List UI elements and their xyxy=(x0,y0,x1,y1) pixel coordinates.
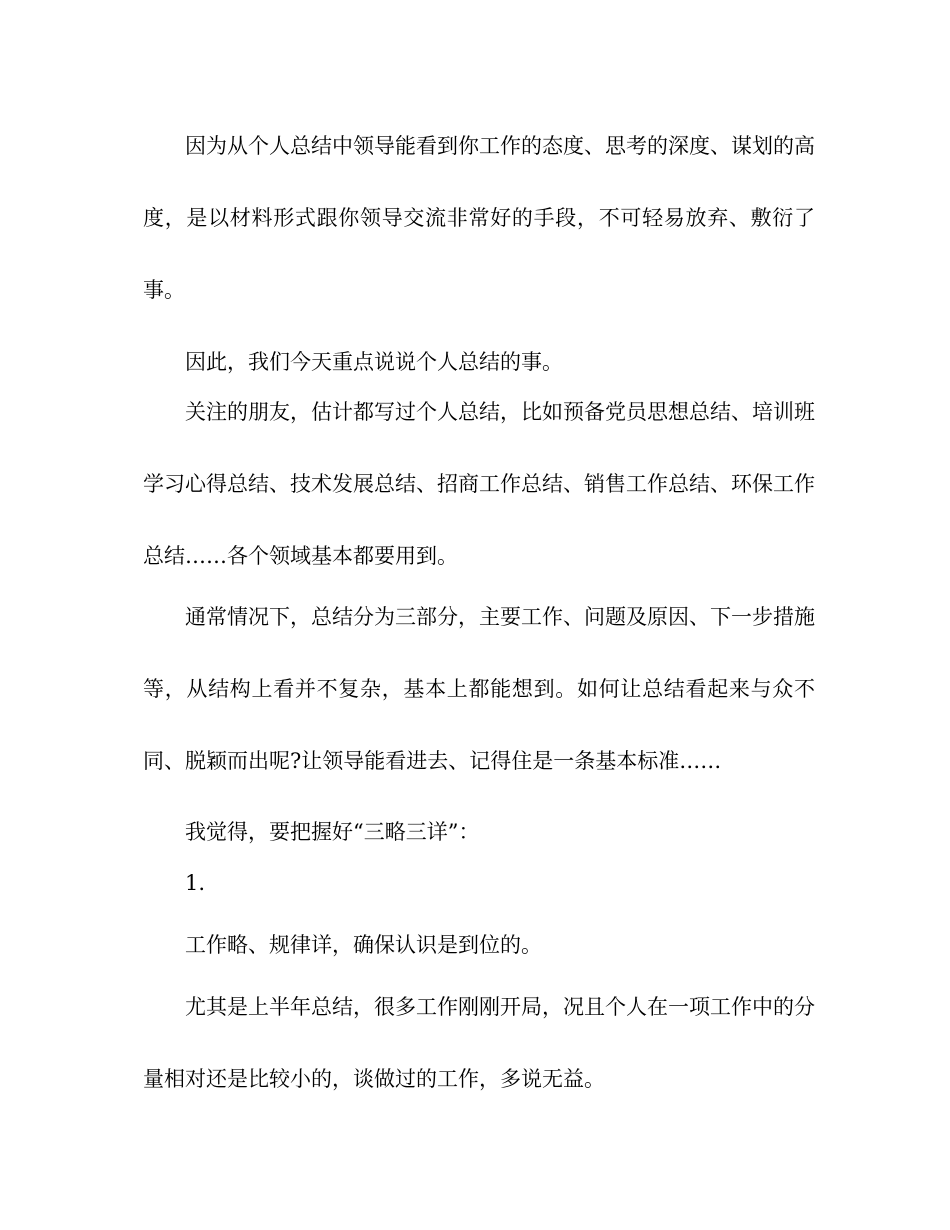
paragraph-1: 因为从个人总结中领导能看到你工作的态度、思考的深度、谋划的高度，是以材料形式跟你领导交流非常好的手段，不可轻易放弃、敷衍了事。 xyxy=(143,134,815,302)
paragraph-3: 关注的朋友，估计都写过个人总结，比如预备党员思想总结、培训班学习心得总结、技术发展总结、招商工作总结、销售工作总结、环保工作总结……各个领域基本都要用到。 xyxy=(143,400,815,568)
paragraph-4: 通常情况下，总结分为三部分，主要工作、问题及原因、下一步措施等，从结构上看并不复杂，基本上都能想到。如何让总结看起来与众不同、脱颖而出呢?让领导能看进去、记得住是一条基本标准…… xyxy=(143,605,815,773)
paragraph-6: 尤其是上半年总结，很多工作刚刚开局，况且个人在一项工作中的分量相对还是比较小的，谈做过的工作，多说无益。 xyxy=(143,995,815,1091)
section-heading: 工作略、规律详，确保认识是到位的。 xyxy=(185,933,542,957)
paragraph-2: 因此，我们今天重点说说个人总结的事。 xyxy=(185,350,563,374)
paragraph-5: 我觉得，要把握好“三略三详”： xyxy=(185,820,480,844)
list-number: 1. xyxy=(185,871,206,895)
